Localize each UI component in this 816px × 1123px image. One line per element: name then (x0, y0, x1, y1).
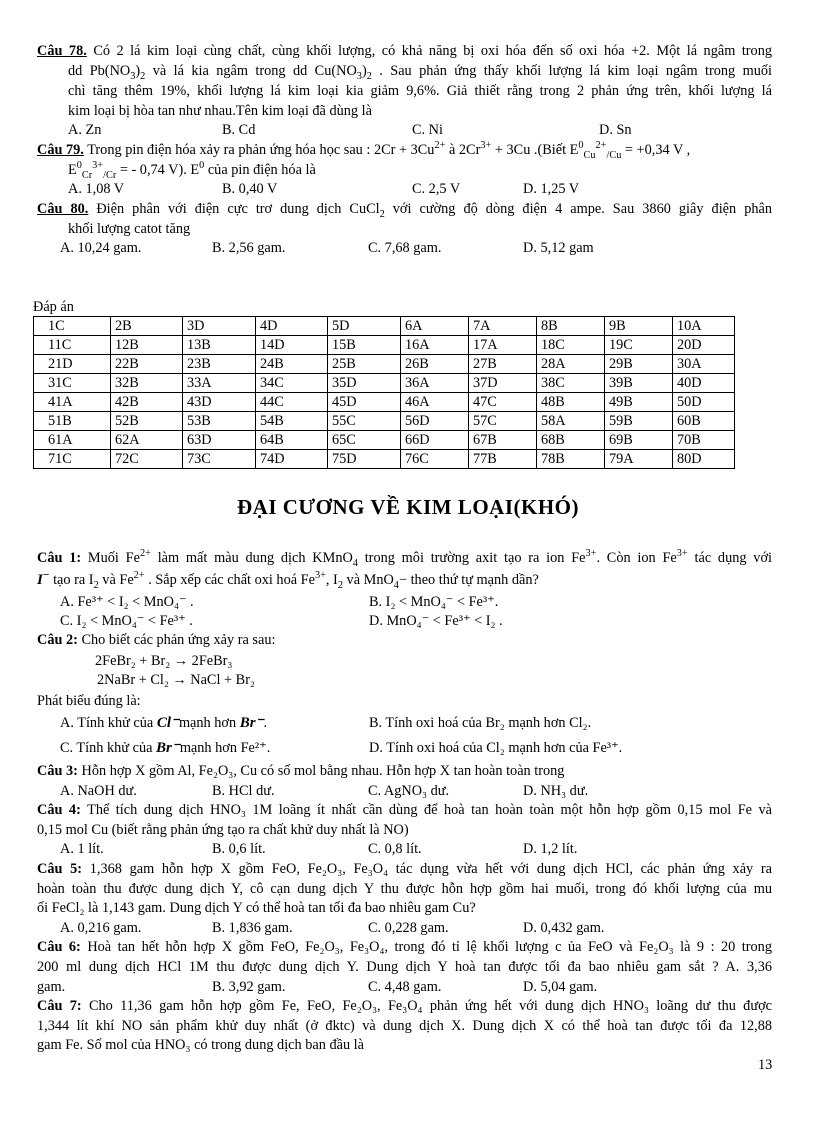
q79-line-2: $E^0_{Cr}^{3+}_{/Cr}$ = - 0,74 V). $E^0$ của pin điện hóa là (68, 160, 316, 181)
c7-line-1: Câu 7: Cho 11,36 gam hỗn hợp gồm Fe, FeO, Fe₂O₃, Fe₃O₄ phản ứng hết với dung dịch HNO₃ loãng dư thu được (37, 998, 772, 1014)
answer-cell: 59B (605, 412, 673, 431)
c5-option-b: B. 1,836 gam. (212, 920, 293, 936)
answer-cell: 41A (34, 393, 111, 412)
c3-option-b: B. HCl dư. (212, 783, 275, 799)
q79-option-a: A. 1,08 V (68, 181, 125, 197)
answer-cell: 10A (673, 317, 735, 336)
q80-label: Câu 80. (37, 201, 89, 217)
c4-option-a: A. 1 lít. (60, 841, 104, 857)
answer-cell: 7A (469, 317, 537, 336)
answer-row (34, 355, 735, 374)
answer-cell: 77B (469, 450, 537, 469)
answer-cell: 45D (328, 393, 401, 412)
answer-cell: 51B (34, 412, 111, 431)
answer-cell: 5D (328, 317, 401, 336)
c1-label: Câu 1: (37, 550, 82, 566)
answer-cell: 22B (111, 355, 183, 374)
c2-option-c: C. Tính khử của Br⁻mạnh hơn Fe²⁺. (60, 740, 271, 756)
c3-option-d: D. NH₃ dư. (523, 783, 589, 799)
c1-option-a: A. Fe³⁺ < I₂ < MnO₄⁻ . (60, 594, 194, 610)
answer-cell: 76C (401, 450, 469, 469)
answer-cell: 47C (469, 393, 537, 412)
c5-label: Câu 5: (37, 861, 83, 877)
answer-cell: 34C (256, 374, 328, 393)
q80-option-d: D. 5,12 gam (523, 240, 594, 256)
c4-option-c: C. 0,8 lít. (368, 841, 422, 857)
answer-row (34, 412, 735, 431)
q78-line-3: chì tăng thêm 19%, khối lượng lá kim loại kia giảm 9,6%. Giả thiết rằng trong 2 phản ứng trên, khối lượng lá (68, 83, 772, 99)
answer-cell: 69B (605, 431, 673, 450)
c5-option-c: C. 0,228 gam. (368, 920, 449, 936)
c1-line-1: Câu 1: Muối $Fe^{2+}$ làm mất màu dung dịch KMnO$_4$ trong môi trường axit tạo ra ion $Fe^{3+}$. Còn ion $Fe^{3+}$ tác dụng với (37, 548, 772, 569)
answer-cell: 53B (183, 412, 256, 431)
answer-cell: 62A (111, 431, 183, 450)
q80-line-1: Câu 80. Điện phân với điện cực trơ dung dịch CuCl$_2$ với cường độ dòng điện 4 ampe. Sau 3860 giây điện phân (37, 201, 772, 220)
section-title: ĐẠI CƯƠNG VỀ KIM LOẠI(KHÓ) (236, 495, 579, 519)
c7-line-2: 1,344 lít khí NO sản phẩm khử duy nhất (ở đktc) và dung dịch X. Dung dịch X có thể hoà tan được tối đa 12,88 (37, 1018, 772, 1034)
answer-row (34, 393, 735, 412)
answer-cell: 43D (183, 393, 256, 412)
answer-cell: 1C (34, 317, 111, 336)
answer-cell: 78B (537, 450, 605, 469)
answer-cell: 11C (34, 336, 111, 355)
q78-option-d: D. Sn (599, 122, 632, 138)
answer-cell: 15B (328, 336, 401, 355)
answer-cell: 16A (401, 336, 469, 355)
c5-option-d: D. 0,432 gam. (523, 920, 605, 936)
q78-line-1: Câu 78. Có 2 lá kim loại cùng chất, cùng khối lượng, có khả năng bị oxi hóa đến số oxi hóa +2. Một lá ngâm trong (37, 43, 773, 59)
answer-row (34, 431, 735, 450)
c3-label: Câu 3: (37, 763, 78, 779)
answer-cell: 66D (401, 431, 469, 450)
answer-cell: 42B (111, 393, 183, 412)
c6-line-1: Câu 6: Hoà tan hết hỗn hợp X gồm FeO, Fe₂O₃, Fe₃O₄, trong đó tỉ lệ khối lượng c ủa FeO và Fe₂O₃ là 9 : 20 trong (37, 939, 772, 955)
q78-option-b: B. Cd (222, 122, 256, 138)
answer-cell: 60B (673, 412, 735, 431)
answer-cell: 14D (256, 336, 328, 355)
q78-label: Câu 78. (37, 43, 87, 59)
answer-row (34, 374, 735, 393)
c5-line-1: Câu 5: 1,368 gam hỗn hợp X gồm FeO, Fe₂O₃, Fe₃O₄ tác dụng vừa hết với dung dịch HCl, các phản ứng xảy ra (37, 861, 772, 877)
c5-line-2: hoàn toàn thu được dung dịch Y, cô cạn dung dịch Y thu được hỗn hợp gồm hai muối, trong đó khối lượng của mu (37, 881, 772, 897)
answer-cell: 55C (328, 412, 401, 431)
q79-option-b: B. 0,40 V (222, 181, 278, 197)
answer-cell: 36A (401, 374, 469, 393)
answer-cell: 32B (111, 374, 183, 393)
answer-cell: 13B (183, 336, 256, 355)
answer-cell: 27B (469, 355, 537, 374)
answer-cell: 65C (328, 431, 401, 450)
c6-option-b: B. 3,92 gam. (212, 979, 286, 995)
q80-option-c: C. 7,68 gam. (368, 240, 442, 256)
q79-option-c: C. 2,5 V (412, 181, 461, 197)
answer-cell: 49B (605, 393, 673, 412)
c5-option-a: A. 0,216 gam. (60, 920, 142, 936)
answer-cell: 44C (256, 393, 328, 412)
c4-line-2: 0,15 mol Cu (biết rằng phản ứng tạo ra chất khử duy nhất là NO) (37, 822, 409, 838)
q78-option-a: A. Zn (68, 122, 102, 138)
q79-line-1: Câu 79. Trong pin điện hóa xảy ra phản ứng hóa học sau : $2Cr + 3Cu^{2+}$ à $2Cr^{3+} + 3Cu$ .(Biết $E^0_{Cu}^{2+}_{/Cu} = +0,34$ V , (37, 140, 691, 161)
c3-option-a: A. NaOH dư. (60, 783, 137, 799)
answer-cell: 75D (328, 450, 401, 469)
answer-cell: 12B (111, 336, 183, 355)
answer-cell: 20D (673, 336, 735, 355)
q80-option-b: B. 2,56 gam. (212, 240, 286, 256)
c2-line-1: Câu 2: Cho biết các phản ứng xảy ra sau: (37, 632, 276, 648)
answer-table (33, 316, 735, 469)
answer-row (34, 336, 735, 355)
c5-line-3: ối FeCl₂ là 1,143 gam. Dung dịch Y có thể hoà tan tối đa bao nhiêu gam Cu? (37, 900, 476, 916)
answer-cell: 8B (537, 317, 605, 336)
q78-line-4: kim loại bị hòa tan như nhau.Tên kim loại đã dùng là (68, 103, 372, 119)
answer-cell: 56D (401, 412, 469, 431)
answer-cell: 4D (256, 317, 328, 336)
answer-cell: 52B (111, 412, 183, 431)
c7-label: Câu 7: (37, 998, 82, 1014)
c2-option-b: B. Tính oxi hoá của Br₂ mạnh hơn Cl₂. (369, 715, 592, 731)
page-number: 13 (758, 1057, 773, 1073)
c4-option-d: D. 1,2 lít. (523, 841, 578, 857)
q80-option-a: A. 10,24 gam. (60, 240, 142, 256)
answer-row (34, 450, 735, 469)
q79-option-d: D. 1,25 V (523, 181, 580, 197)
c1-line-2: I− tạo ra $I_2$ và $Fe^{2+}$ . Sắp xếp các chất oxi hoá $Fe^{3+}$, $I_2$ và MnO$_4$− theo thứ tự mạnh dần? (37, 569, 539, 591)
q79-label: Câu 79. (37, 142, 84, 158)
answer-cell: 2B (111, 317, 183, 336)
answer-cell: 3D (183, 317, 256, 336)
answer-cell: 58A (537, 412, 605, 431)
c6-option-c: C. 4,48 gam. (368, 979, 442, 995)
answer-cell: 54B (256, 412, 328, 431)
answer-cell: 73C (183, 450, 256, 469)
c4-label: Câu 4: (37, 802, 81, 818)
answer-cell: 50D (673, 393, 735, 412)
answer-cell: 48B (537, 393, 605, 412)
answer-cell: 72C (111, 450, 183, 469)
answer-cell: 19C (605, 336, 673, 355)
c4-line-1: Câu 4: Thể tích dung dịch HNO₃ 1M loãng ít nhất cần dùng để hoà tan hoàn toàn một hỗn hợp gồm 0,15 mol Fe và (37, 802, 772, 818)
answer-cell: 25B (328, 355, 401, 374)
answer-cell: 33A (183, 374, 256, 393)
answer-cell: 40D (673, 374, 735, 393)
answer-row (34, 317, 735, 336)
answer-cell: 74D (256, 450, 328, 469)
answer-cell: 21D (34, 355, 111, 374)
c2-statement: Phát biểu đúng là: (37, 693, 141, 709)
answer-cell: 9B (605, 317, 673, 336)
answer-cell: 28A (537, 355, 605, 374)
answer-cell: 80D (673, 450, 735, 469)
c3-line-1: Câu 3: Hỗn hợp X gồm Al, Fe₂O₃, Cu có số mol bằng nhau. Hỗn hợp X tan hoàn toàn trong (37, 763, 565, 779)
answer-cell: 17A (469, 336, 537, 355)
c2-reaction-1: 2FeBr₂ + Br₂ → 2FeBr₃ (95, 653, 233, 669)
answer-cell: 71C (34, 450, 111, 469)
q78-option-c: C. Ni (412, 122, 443, 138)
c4-option-b: B. 0,6 lít. (212, 841, 266, 857)
answer-cell: 61A (34, 431, 111, 450)
answer-cell: 35D (328, 374, 401, 393)
c2-reaction-2: 2NaBr + Cl₂ → NaCl + Br₂ (97, 672, 255, 688)
c6-option-d: D. 5,04 gam. (523, 979, 598, 995)
answer-cell: 30A (673, 355, 735, 374)
c6-label: Câu 6: (37, 939, 81, 955)
answer-cell: 79A (605, 450, 673, 469)
q78-line-2: dd $Pb(NO_3)_2$ và lá kia ngâm trong dd $Cu(NO_3)_2$ . Sau phản ứng thấy khối lượng lá kim loại ngâm trong muối (68, 63, 773, 82)
answer-cell: 24B (256, 355, 328, 374)
c6-line-2: 200 ml dung dịch HCl 1M thu được dung dịch Y. Dung dịch Y hoà tan được tối đa bao nhiêu gam sắt ? A. 3,36 (37, 959, 772, 975)
answers-title: Đáp án (33, 299, 74, 315)
c2-option-d: D. Tính oxi hoá của Cl₂ mạnh hơn của Fe³⁺. (369, 740, 623, 756)
answer-cell: 6A (401, 317, 469, 336)
answer-cell: 57C (469, 412, 537, 431)
answer-cell: 64B (256, 431, 328, 450)
c1-option-c: C. I₂ < MnO₄⁻ < Fe³⁺ . (60, 613, 193, 629)
answer-cell: 26B (401, 355, 469, 374)
answer-cell: 39B (605, 374, 673, 393)
c7-line-3: gam Fe. Số mol của HNO₃ có trong dung dịch ban đầu là (37, 1037, 364, 1053)
c2-label: Câu 2: (37, 632, 78, 648)
answer-cell: 68B (537, 431, 605, 450)
answer-cell: 29B (605, 355, 673, 374)
answer-cell: 38C (537, 374, 605, 393)
answer-cell: 31C (34, 374, 111, 393)
answer-cell: 67B (469, 431, 537, 450)
c2-option-a: A. Tính khử của Cl⁻mạnh hơn Br⁻. (60, 715, 268, 731)
c1-option-b: B. I₂ < MnO₄⁻ < Fe³⁺. (369, 594, 499, 610)
c6-option-a-cont: gam. (37, 979, 66, 995)
answer-cell: 18C (537, 336, 605, 355)
answer-cell: 37D (469, 374, 537, 393)
answer-cell: 46A (401, 393, 469, 412)
answer-cell: 63D (183, 431, 256, 450)
c3-option-c: C. AgNO₃ dư. (368, 783, 450, 799)
answer-cell: 70B (673, 431, 735, 450)
c1-option-d: D. MnO₄⁻ < Fe³⁺ < I₂ . (369, 613, 503, 629)
answer-cell: 23B (183, 355, 256, 374)
q80-line-2: khối lượng catot tăng (68, 221, 191, 237)
